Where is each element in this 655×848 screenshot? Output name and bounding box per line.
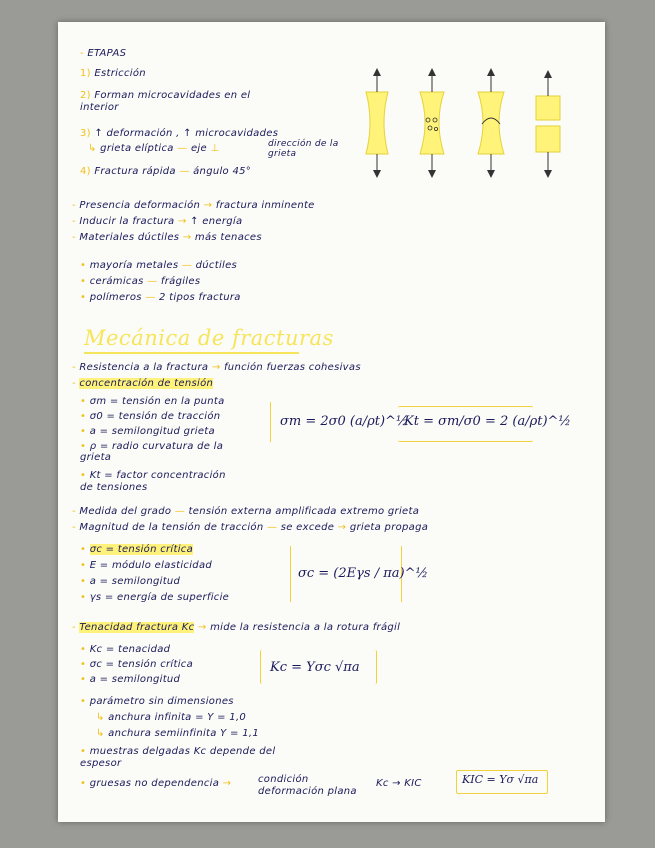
- def-a2: • a = semilongitud: [80, 576, 181, 587]
- stage-1: 1) Estricción: [80, 68, 146, 79]
- def-a: • a = semilongitud grieta: [80, 426, 215, 437]
- def-kc: • Kc = tenacidad: [80, 644, 171, 655]
- def-sigma-c2: • σc = tensión crítica: [80, 659, 194, 670]
- def-a3: • a = semilongitud: [80, 674, 181, 685]
- heading-etapas: - ETAPAS: [80, 48, 127, 59]
- def-rho: • ρ = radio curvatura de la grieta: [80, 441, 224, 463]
- line-condicion: condición deformación plana: [258, 774, 357, 797]
- fracture-stages-diagram: [358, 62, 578, 182]
- stage-2: 2) Forman microcavidades en el interior: [80, 90, 251, 113]
- line-muestras: • muestras delgadas Kc depende del espesor: [80, 746, 276, 769]
- line-kc-kic: Kc → KIC: [376, 778, 422, 789]
- stage-4: 4) Fractura rápida — ángulo 45°: [80, 166, 252, 177]
- line-polimeros: • polímeros — 2 tipos fractura: [80, 292, 241, 303]
- equation-kic: KIC = Yσ √πa: [462, 773, 539, 786]
- def-sigma-c: • σc = tensión crítica: [80, 544, 194, 555]
- def-kt: • Kt = factor concentración de tensiones: [80, 470, 226, 493]
- line-anchura-semi: ↳ anchura semiinfinita Y = 1,1: [96, 728, 260, 739]
- line-materiales: - Materiales dúctiles → más tenaces: [72, 232, 262, 243]
- line-gruesas: • gruesas no dependencia →: [80, 778, 232, 789]
- equation-sigma-c: σc = (2Eγs / πa)^½: [298, 566, 429, 581]
- line-magnitud: - Magnitud de la tensión de tracción — se excede → grieta propaga: [72, 522, 429, 533]
- def-sigma-0: • σ0 = tensión de tracción: [80, 411, 221, 422]
- line-presencia: - Presencia deformación → fractura inminente: [72, 200, 315, 211]
- line-metales: • mayoría metales — dúctiles: [80, 260, 238, 271]
- stage-3: 3) ↑ deformación , ↑ microcavidades: [80, 128, 279, 139]
- line-resistencia: - Resistencia a la fractura → función fuerzas cohesivas: [72, 362, 361, 373]
- notebook-page: [58, 22, 605, 822]
- equation-sigma-m: σm = 2σ0 (a/ρt)^½: [280, 414, 409, 429]
- def-E: • E = módulo elasticidad: [80, 560, 213, 571]
- line-concentracion: - concentración de tensión: [72, 378, 214, 389]
- stage-3-detail: ↳ grieta elíptica — eje ⊥: [88, 143, 220, 154]
- line-medida: - Medida del grado — tensión externa amplificada extremo grieta: [72, 506, 420, 517]
- equation-kt: Kt = σm/σ0 = 2 (a/ρt)^½: [404, 414, 572, 429]
- section-title: Mecánica de fracturas: [84, 326, 334, 350]
- line-parametro: • parámetro sin dimensiones: [80, 696, 234, 707]
- line-inducir: - Inducir la fractura → ↑ energía: [72, 216, 243, 227]
- direccion-grieta: dirección de la grieta: [268, 139, 339, 159]
- line-tenacidad: - Tenacidad fractura Kc → mide la resistencia a la rotura frágil: [72, 622, 401, 633]
- title-underline: [84, 352, 299, 354]
- def-sigma-m: • σm = tensión en la punta: [80, 396, 225, 407]
- def-gamma: • γs = energía de superficie: [80, 592, 230, 603]
- line-anchura-inf: ↳ anchura infinita = Y = 1,0: [96, 712, 247, 723]
- equation-kc: Kc = Yσc √πa: [270, 660, 360, 675]
- line-ceramicas: • cerámicas — frágiles: [80, 276, 201, 287]
